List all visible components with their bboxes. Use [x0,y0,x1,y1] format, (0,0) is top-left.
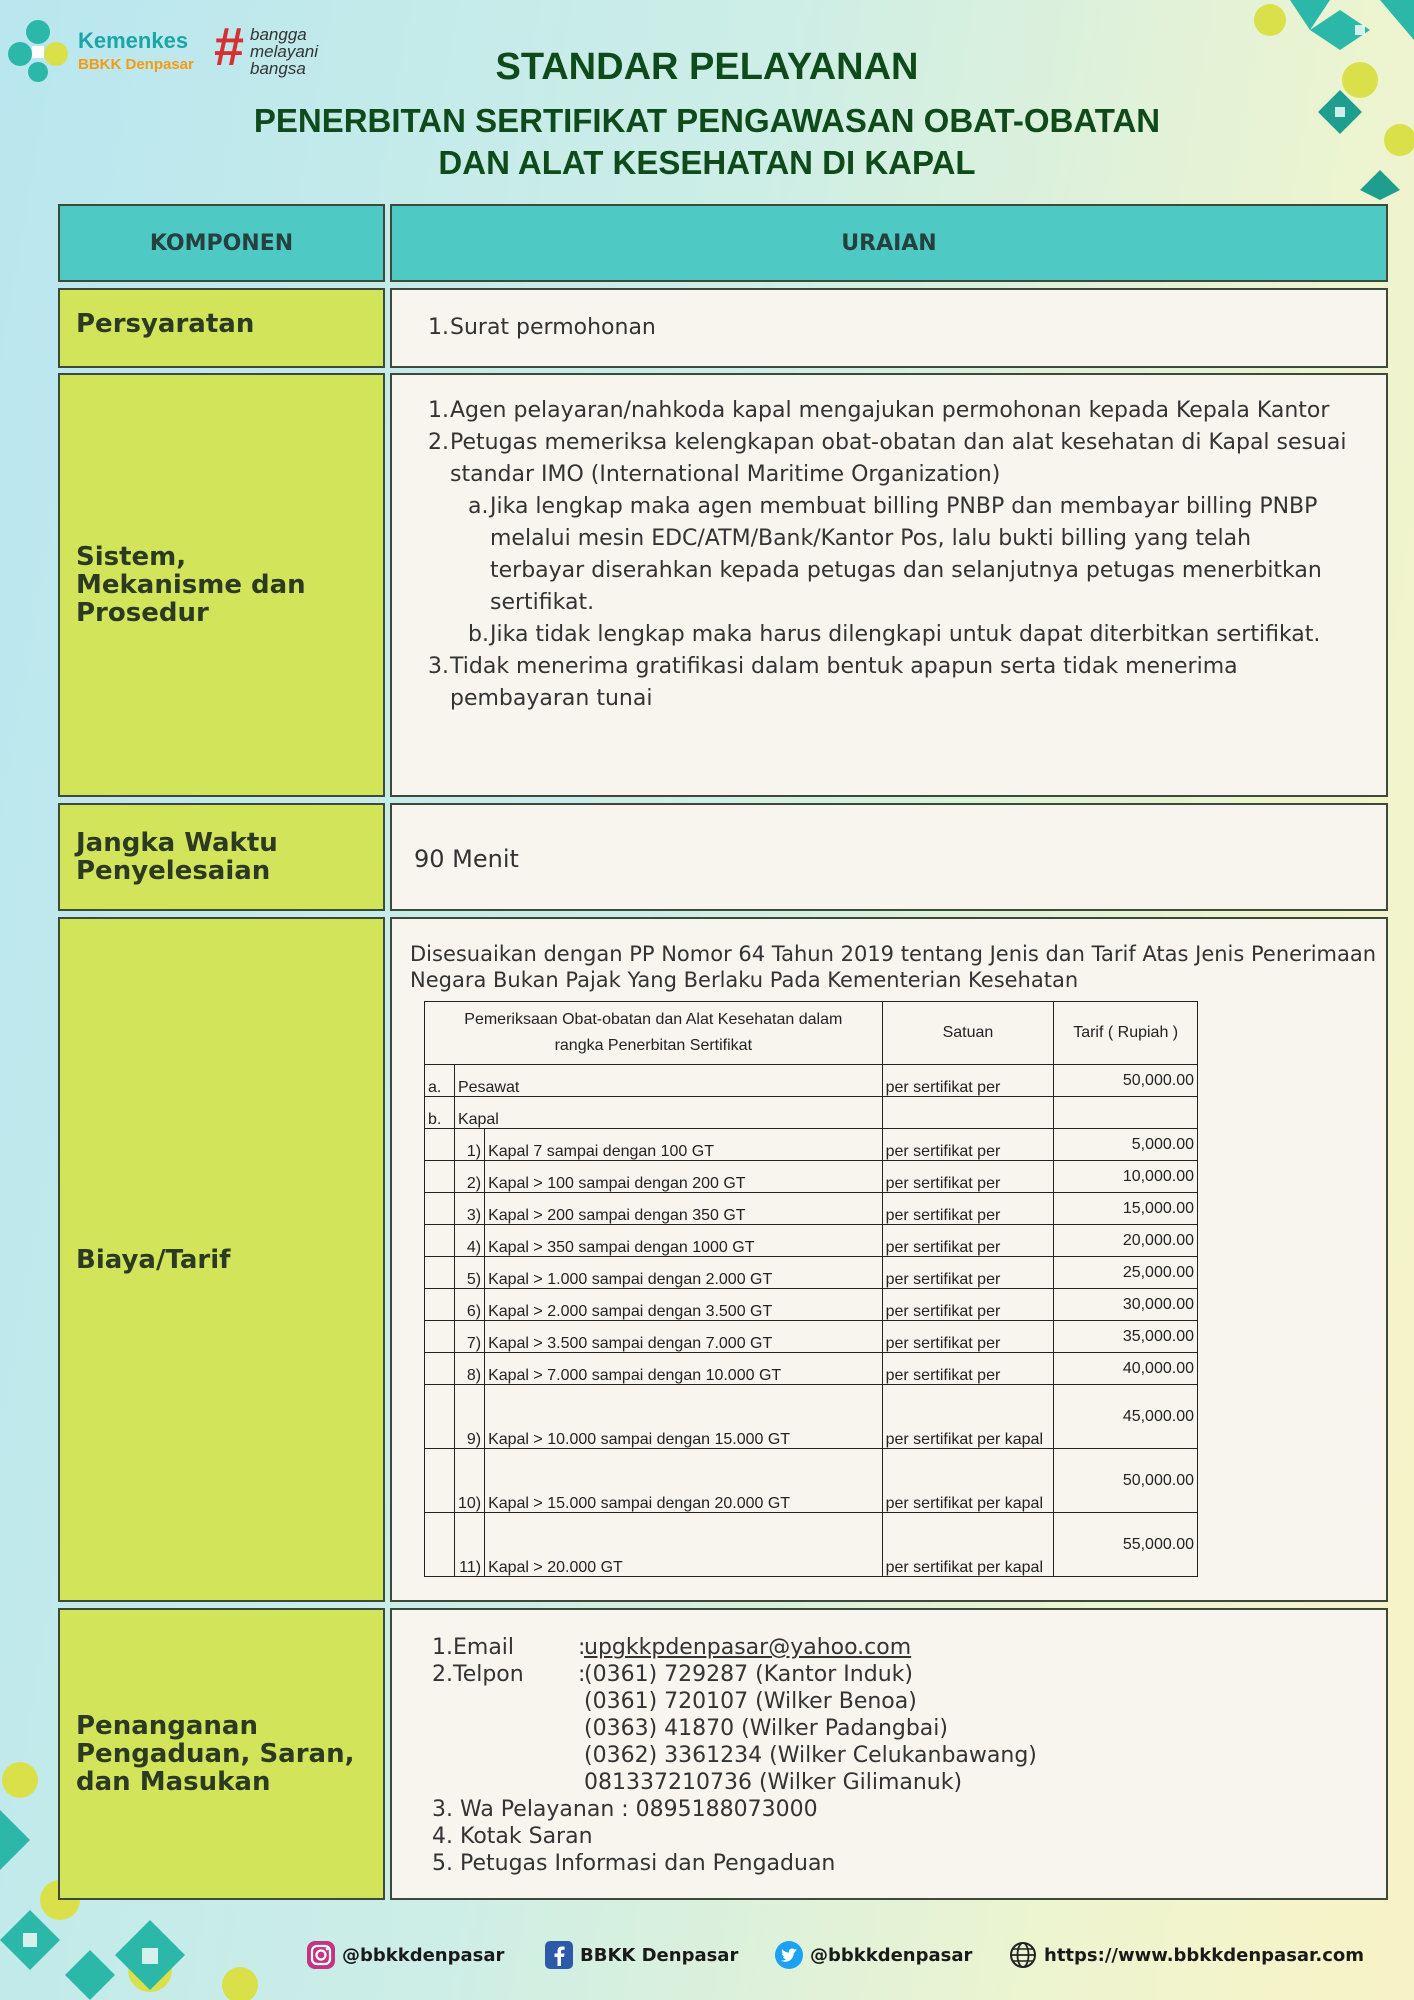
fee-table-header-row [425,1002,1198,1065]
fee-row-letter: a. [425,1065,455,1097]
fee-row-number: 8) [454,1353,484,1385]
fee-row-letter [425,1257,455,1289]
fee-row-satuan: per sertifikat per [882,1129,1054,1161]
slogan-word-2: melayani [250,42,319,61]
email-link[interactable]: upgkkpdenpasar@yahoo.com [584,1635,912,1660]
column-header-uraian: URAIAN [390,204,1388,282]
fee-header-tarif: Tarif ( Rupiah ) [1054,1002,1198,1065]
fee-row-letter: b. [425,1097,455,1129]
row-label-sistem: Sistem, Mekanisme dan Prosedur [58,373,385,797]
fee-row-satuan: per sertifikat per [882,1161,1054,1193]
fee-row-satuan: per sertifikat per kapal [882,1513,1054,1577]
fee-row-letter [425,1321,455,1353]
facebook-icon [544,1940,574,1970]
fee-table-row [425,1129,1198,1161]
page-subtitle-line-2: DAN ALAT KESEHATAN DI KAPAL [438,144,976,181]
fee-row-tarif: 50,000.00 [1054,1449,1198,1513]
fee-table-row [425,1289,1198,1321]
globe-icon [1008,1940,1038,1970]
fee-table-row [425,1225,1198,1257]
fee-row-item: Kapal > 200 sampai dengan 350 GT [485,1193,883,1225]
fee-table-row [425,1449,1198,1513]
facebook-name: BBKK Denpasar [580,1944,739,1966]
fee-row-satuan: per sertifikat per [882,1289,1054,1321]
fee-row-tarif: 45,000.00 [1054,1385,1198,1449]
persyaratan-item: 1. Surat permohonan [428,315,656,340]
fee-row-letter [425,1353,455,1385]
fee-header-item: Pemeriksaan Obat-obatan dan Alat Kesehatan dalam rangka Penerbitan Sertifikat [425,1002,883,1065]
telpon-number: (0362) 3361234 (Wilker Celukanbawang) [584,1743,1037,1768]
fee-row-tarif: 30,000.00 [1054,1289,1198,1321]
fee-row-satuan: per sertifikat per [882,1065,1054,1097]
prosedur-step-2a: a. Jika lengkap maka agen membuat billing PNBP dan membayar billing PNBP melalui mesin EDC/ATM/Bank/Kantor Pos, lalu bukti billing yang telah terbayar diserahkan kepada petugas dan selanjutnya petugas menerbitkan sertifikat. [468,494,1322,615]
fee-row-letter [425,1161,455,1193]
prosedur-step-2: 2. Petugas memeriksa kelengkapan obat-obatan dan alat kesehatan di Kapal sesuai standar IMO (International Maritime Organization) [428,430,1347,487]
footer-website[interactable] [1008,1940,1364,1970]
fee-row-tarif: 40,000.00 [1054,1353,1198,1385]
fee-row-item: Kapal > 7.000 sampai dengan 10.000 GT [485,1353,883,1385]
fee-table-row [425,1161,1198,1193]
telpon-label: 2.Telpon [432,1662,524,1687]
fee-row-letter [425,1129,455,1161]
fee-row-letter [425,1449,455,1513]
fee-row-satuan: per sertifikat per [882,1257,1054,1289]
fee-row-letter [425,1289,455,1321]
fee-table-row [425,1353,1198,1385]
fee-table-row [425,1321,1198,1353]
fee-row-number: 10) [454,1449,484,1513]
fee-row-item: Kapal > 3.500 sampai dengan 7.000 GT [485,1321,883,1353]
row-label-biaya: Biaya/Tarif [58,917,385,1602]
slogan-word-3: bangsa [250,59,306,78]
instagram-handle: @bbkkdenpasar [342,1944,505,1966]
fee-table-row [425,1097,1198,1129]
telpon-number: (0363) 41870 (Wilker Padangbai) [584,1716,948,1741]
twitter-icon [774,1940,804,1970]
fee-row-number: 4) [454,1225,484,1257]
fee-row-item: Kapal > 15.000 sampai dengan 20.000 GT [485,1449,883,1513]
footer-facebook[interactable] [544,1940,738,1970]
prosedur-step-2b: b. Jika tidak lengkap maka harus dilengkapi untuk dapat diterbitkan sertifikat. [468,622,1321,647]
fee-row-number: 1) [454,1129,484,1161]
row-value-persyaratan [390,288,1388,368]
fee-row-tarif: 5,000.00 [1054,1129,1198,1161]
fee-row-number: 5) [454,1257,484,1289]
fee-row-satuan: per sertifikat per [882,1225,1054,1257]
prosedur-step-3: 3. Tidak menerima gratifikasi dalam bentuk apapun serta tidak menerima pembayaran tunai [428,654,1238,711]
contact-telpon-row: 2.Telpon : (0361) 729287 (Kantor Induk) (0361) 720107 (Wilker Benoa) (0363) 41870 (Wilker Padangbai) (0362) 3361234 (Wilker Celukanbawang) 081337210736 (Wilker Gilimanuk) [432,1662,1037,1795]
fee-row-number: 9) [454,1385,484,1449]
fee-row-tarif [1054,1097,1198,1129]
fee-row-tarif: 35,000.00 [1054,1321,1198,1353]
fee-row-satuan [882,1097,1054,1129]
fee-row-tarif: 20,000.00 [1054,1225,1198,1257]
prosedur-step-1: 1. Agen pelayaran/nahkoda kapal mengajukan permohonan kepada Kepala Kantor [428,398,1330,423]
fee-row-item: Kapal > 2.000 sampai dengan 3.500 GT [485,1289,883,1321]
fee-row-item: Pesawat [454,1065,882,1097]
fee-row-number: 7) [454,1321,484,1353]
fee-row-letter [425,1385,455,1449]
fee-row-tarif: 25,000.00 [1054,1257,1198,1289]
fee-row-number: 3) [454,1193,484,1225]
column-header-komponen: KOMPONEN [58,204,385,282]
fee-row-item: Kapal > 350 sampai dengan 1000 GT [485,1225,883,1257]
row-label-jangka-waktu: Jangka Waktu Penyelesaian [58,803,385,911]
fee-table [424,1001,1198,1577]
hashtag-icon: # [214,17,245,77]
page-subtitle-line-1: PENERBITAN SERTIFIKAT PENGAWASAN OBAT-OBATAN [253,102,1161,139]
fee-table-row [425,1257,1198,1289]
fee-row-tarif: 50,000.00 [1054,1065,1198,1097]
fee-table-row [425,1065,1198,1097]
fee-row-letter [425,1513,455,1577]
page-title: STANDAR PELAYANAN [495,46,919,88]
row-value-pengaduan [390,1608,1388,1900]
fee-row-tarif: 55,000.00 [1054,1513,1198,1577]
fee-row-number: 6) [454,1289,484,1321]
telpon-number: (0361) 720107 (Wilker Benoa) [584,1689,917,1714]
telpon-number: 081337210736 (Wilker Gilimanuk) [584,1770,963,1795]
instagram-icon [306,1940,336,1970]
fee-row-satuan: per sertifikat per [882,1321,1054,1353]
fee-row-letter [425,1193,455,1225]
fee-header-satuan: Satuan [882,1002,1054,1065]
fee-row-item: Kapal > 100 sampai dengan 200 GT [485,1161,883,1193]
fee-row-satuan: per sertifikat per kapal [882,1385,1054,1449]
twitter-handle: @bbkkdenpasar [810,1944,973,1966]
row-label-pengaduan: Penanganan Pengaduan, Saran, dan Masukan [58,1608,385,1900]
fee-row-tarif: 15,000.00 [1054,1193,1198,1225]
row-value-jangka-waktu [390,803,1388,911]
fee-table-row [425,1513,1198,1577]
fee-row-number: 11) [454,1513,484,1577]
row-value-biaya [390,917,1388,1602]
fee-row-item: Kapal 7 sampai dengan 100 GT [485,1129,883,1161]
fee-table-row [425,1385,1198,1449]
petugas-informasi: 5. Petugas Informasi dan Pengaduan [432,1851,836,1876]
fee-row-number: 2) [454,1161,484,1193]
footer-twitter[interactable] [774,1940,972,1970]
biaya-intro: Disesuaikan dengan PP Nomor 64 Tahun 2019 tentang Jenis dan Tarif Atas Jenis Penerimaan Negara Bukan Pajak Yang Berlaku Pada Kementerian Kesehatan [410,942,1377,992]
fee-row-item: Kapal > 20.000 GT [485,1513,883,1577]
kemenkes-name: Kemenkes [78,28,189,53]
fee-table-row [425,1193,1198,1225]
kemenkes-unit: BBKK Denpasar [78,56,194,73]
row-value-sistem [390,373,1388,797]
fee-row-satuan: per sertifikat per [882,1353,1054,1385]
website-url: https://www.bbkkdenpasar.com [1044,1944,1364,1966]
email-label: 1.Email [432,1635,515,1660]
fee-row-letter [425,1225,455,1257]
slogan-word-1: bangga [250,25,307,44]
fee-row-item: Kapal > 10.000 sampai dengan 15.000 GT [485,1385,883,1449]
telpon-number: (0361) 729287 (Kantor Induk) [584,1662,913,1687]
footer-instagram[interactable] [306,1940,504,1970]
kotak-saran: 4. Kotak Saran [432,1824,593,1849]
fee-row-satuan: per sertifikat per kapal [882,1449,1054,1513]
fee-row-tarif: 10,000.00 [1054,1161,1198,1193]
jangka-waktu-value: 90 Menit [414,845,519,873]
fee-row-satuan: per sertifikat per [882,1193,1054,1225]
contact-email-row: 1.Email : upgkkpdenpasar@yahoo.com [432,1635,912,1660]
wa-pelayanan: 3. Wa Pelayanan : 0895188073000 [432,1797,818,1822]
row-label-persyaratan: Persyaratan [58,288,385,368]
fee-row-item: Kapal [454,1097,882,1129]
fee-row-item: Kapal > 1.000 sampai dengan 2.000 GT [485,1257,883,1289]
